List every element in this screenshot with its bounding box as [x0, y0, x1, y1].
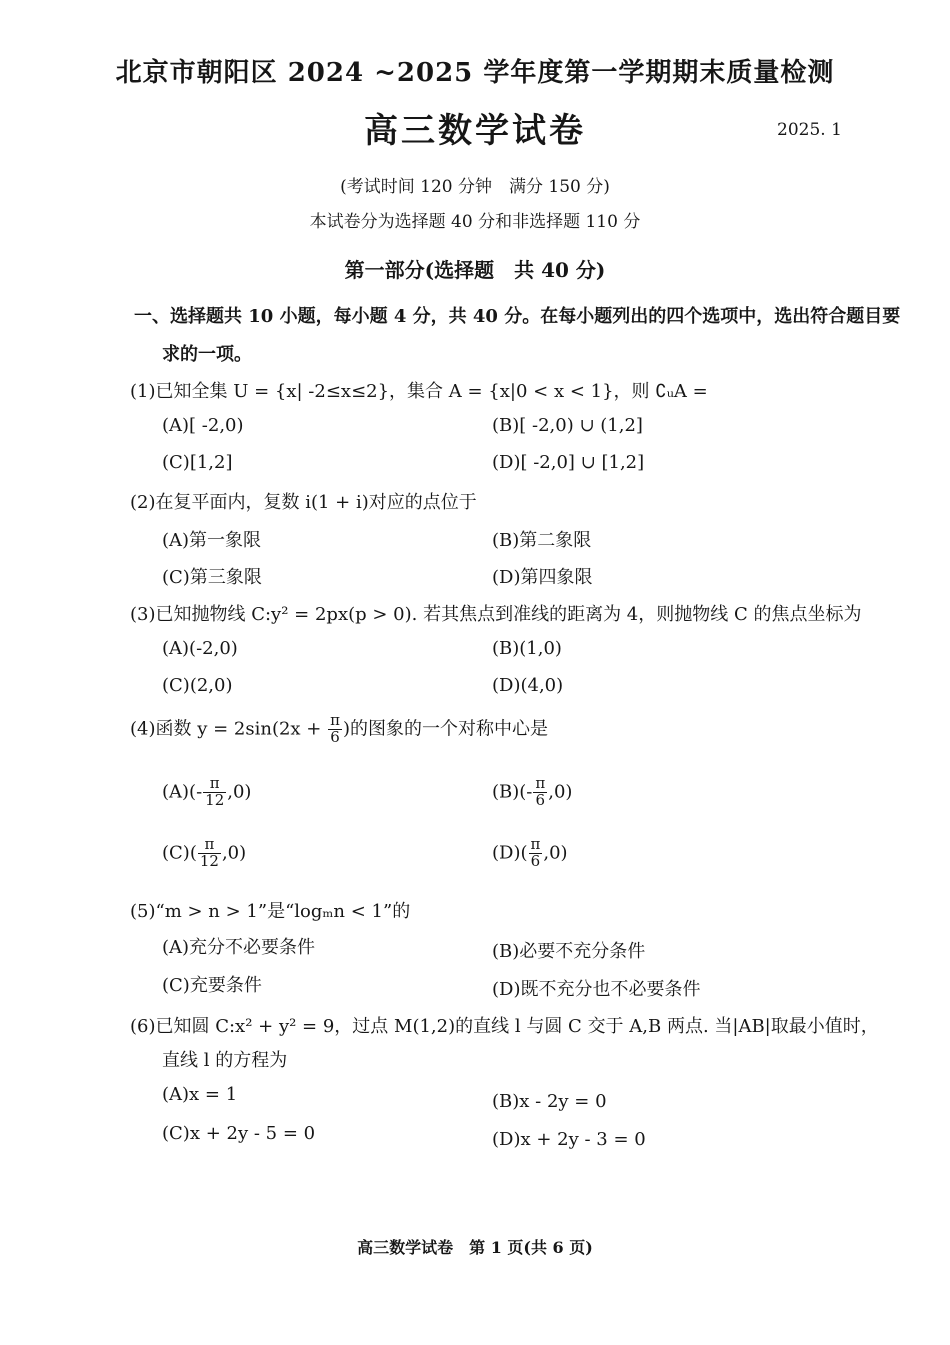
option-label: (B)(-: [492, 781, 533, 803]
question-3-option-d: (D)(4,0): [492, 675, 564, 696]
question-3-option-b: (B)(1,0): [492, 638, 562, 659]
question-4-stem-fraction: [328, 713, 342, 746]
option-tail: ,0): [227, 781, 252, 803]
question-4-option-c: [162, 837, 246, 870]
question-4-option-b: [492, 776, 572, 809]
question-4-stem: [130, 713, 548, 746]
question-6-option-d: (D)x + 2y - 3 = 0: [492, 1129, 646, 1150]
fraction-numerator: π: [530, 835, 541, 853]
page-title: 高三数学试卷: [364, 111, 586, 151]
fraction-denominator: 12: [205, 790, 225, 809]
option-tail: ,0): [221, 842, 247, 864]
question-6-stem-line2: 直线 l 的方程为: [162, 1050, 288, 1071]
exam-time-info: (考试时间 120 分钟 满分 150 分): [340, 177, 610, 197]
question-5-option-a: (A)充分不必要条件: [162, 937, 316, 958]
fraction-numerator: π: [535, 774, 546, 792]
page-footer: 高三数学试卷 第 1 页(共 6 页): [357, 1238, 593, 1257]
question-3-stem: (3)已知抛物线 C:y² = 2px(p > 0). 若其焦点到准线的距离为 4，则抛物线 C 的焦点坐标为: [130, 604, 862, 625]
instruction-line2: 求的一项。: [162, 344, 252, 365]
fraction-numerator: π: [198, 837, 221, 854]
question-2-stem: (2)在复平面内，复数 i(1 + i)对应的点位于: [130, 492, 477, 513]
fraction-denominator: 6: [530, 851, 541, 870]
question-1-option-c: (C)[1,2]: [162, 452, 233, 473]
option-label: (A)(-: [162, 781, 203, 803]
option-fraction: [198, 837, 221, 870]
question-6-stem-line1: (6)已知圆 C:x² + y² = 9，过点 M(1,2)的直线 l 与圆 C 交于 A,B 两点. 当|AB|取最小值时，: [130, 1016, 879, 1037]
fraction-denominator: 6: [330, 727, 340, 746]
score-info: 本试卷分为选择题 40 分和非选择题 110 分: [309, 212, 641, 232]
question-6-option-a: (A)x = 1: [162, 1084, 238, 1105]
question-3-option-c: (C)(2,0): [162, 675, 233, 696]
question-5-option-d: (D)既不充分也不必要条件: [492, 979, 701, 1000]
option-fraction: [529, 837, 543, 870]
option-label: (C)(: [162, 842, 197, 864]
question-4-option-d: [492, 837, 568, 870]
option-fraction: [203, 776, 226, 809]
question-4-option-a: [162, 776, 251, 809]
question-5-option-b: (B)必要不充分条件: [492, 941, 646, 962]
fraction-numerator: π: [203, 776, 226, 793]
option-tail: ,0): [548, 781, 573, 803]
question-6-option-b: (B)x - 2y = 0: [492, 1091, 607, 1112]
option-fraction: [533, 776, 547, 809]
fraction-numerator: π: [330, 711, 340, 729]
option-tail: ,0): [543, 842, 568, 864]
question-1-stem: (1)已知全集 U = {x| -2≤x≤2}，集合 A = {x|0 < x < 1}，则 ∁ᵤA =: [130, 381, 708, 402]
question-1-option-d: (D)[ -2,0] ∪ [1,2]: [492, 452, 645, 473]
question-5-option-c: (C)充要条件: [162, 975, 262, 996]
question-3-option-a: (A)(-2,0): [162, 638, 238, 659]
question-2-option-b: (B)第二象限: [492, 530, 592, 551]
question-5-stem: (5)“m > n > 1”是“logₘn < 1”的: [130, 901, 411, 922]
question-2-option-a: (A)第一象限: [162, 530, 262, 551]
question-4-stem-pre: (4)函数 y = 2sin(2x +: [130, 718, 328, 740]
question-2-option-c: (C)第三象限: [162, 567, 262, 588]
option-label: (D)(: [492, 842, 528, 864]
fraction-denominator: 12: [199, 851, 219, 870]
question-2-option-d: (D)第四象限: [492, 567, 593, 588]
question-4-stem-post: )的图象的一个对称中心是: [342, 718, 548, 740]
instruction-line1: 一、选择题共 10 小题，每小题 4 分，共 40 分。在每小题列出的四个选项中，选出符合题目要: [134, 306, 901, 327]
question-1-option-b: (B)[ -2,0) ∪ (1,2]: [492, 415, 643, 436]
fraction-denominator: 6: [535, 790, 546, 809]
exam-date: 2025. 1: [777, 120, 842, 140]
question-1-option-a: (A)[ -2,0): [162, 415, 244, 436]
part1-title: 第一部分(选择题 共 40 分): [344, 258, 606, 282]
question-6-option-c: (C)x + 2y - 5 = 0: [162, 1123, 316, 1144]
exam-header-title: 北京市朝阳区 2024 ~2025 学年度第一学期期末质量检测: [115, 58, 835, 88]
